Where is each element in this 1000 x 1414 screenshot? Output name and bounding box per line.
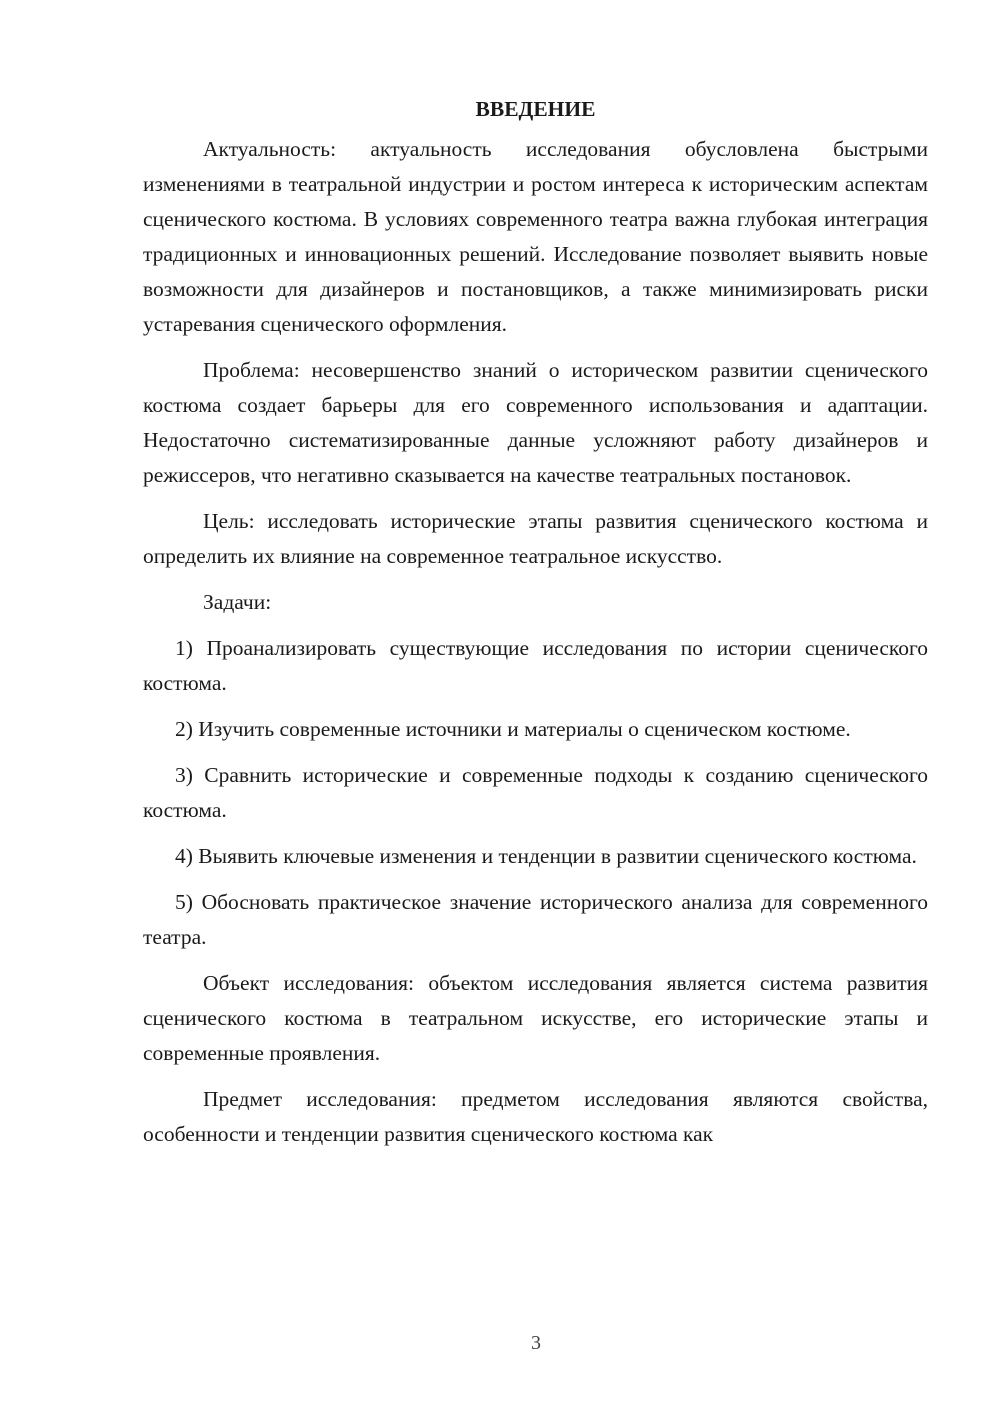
list-item: 3) Сравнить исторические и современные подходы к созданию сценического костюма. bbox=[143, 763, 928, 822]
document-page bbox=[143, 92, 928, 1163]
problem-paragraph: Проблема: несовершенство знаний о историческом развитии сценического костюма создает барьеры для его современного использования и адаптации. Недостаточно систематизированные данные усложняют работу дизайнеров и режиссеров, что негативно сказывается на качестве театральных постановок. bbox=[143, 358, 928, 487]
list-item: 4) Выявить ключевые изменения и тенденции в развитии сценического костюма. bbox=[175, 844, 917, 868]
goal-paragraph: Цель: исследовать исторические этапы развития сценического костюма и определить их влияние на современное театральное искусство. bbox=[143, 509, 928, 568]
page-title: ВВЕДЕНИЕ bbox=[475, 97, 596, 121]
relevance-paragraph: Актуальность: актуальность исследования обусловлена быстрыми изменениями в театральной индустрии и ростом интереса к историческим аспектам сценического костюма. В условиях современного театра важна глубокая интеграция традиционных и инновационных решений. Исследование позволяет выявить новые возможности для дизайнеров и постановщиков, а также минимизировать риски устаревания сценического оформления. bbox=[143, 137, 928, 336]
tasks-heading: Задачи: bbox=[203, 590, 272, 614]
page-number: 3 bbox=[531, 1332, 541, 1354]
object-paragraph: Объект исследования: объектом исследования является система развития сценического костюма в театральном искусстве, его исторические этапы и современные проявления. bbox=[143, 971, 928, 1065]
subject-paragraph: Предмет исследования: предметом исследования являются свойства, особенности и тенденции развития сценического костюма как bbox=[143, 1087, 928, 1146]
list-item: 2) Изучить современные источники и материалы о сценическом костюме. bbox=[175, 717, 851, 741]
list-item: 1) Проанализировать существующие исследования по истории сценического костюма. bbox=[143, 636, 928, 695]
list-item: 5) Обосновать практическое значение исторического анализа для современного театра. bbox=[143, 890, 928, 949]
